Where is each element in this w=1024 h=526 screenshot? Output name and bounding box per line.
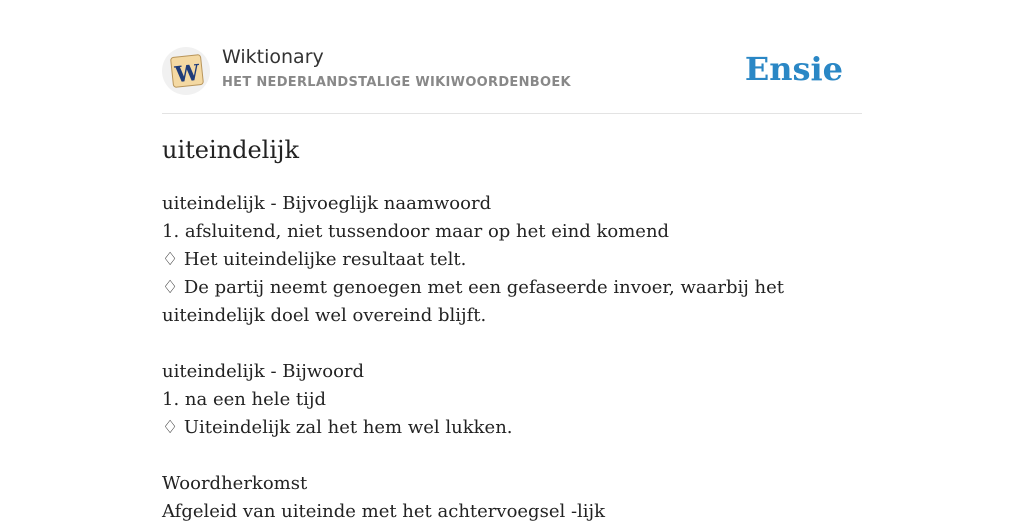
example-line: ♢ Het uiteindelijke resultaat telt. xyxy=(162,249,467,270)
section-heading: uiteindelijk - Bijvoeglijk naamwoord xyxy=(162,193,492,214)
etymology-line: Afgeleid van uiteinde met het achtervoegsel -lijk xyxy=(162,501,606,522)
section-heading: Woordherkomst xyxy=(162,473,308,494)
site-header xyxy=(162,0,862,114)
spacer xyxy=(162,330,862,358)
wiktionary-logo[interactable] xyxy=(162,47,210,95)
site-title[interactable]: Wiktionary xyxy=(222,46,324,68)
definition-line: 1. na een hele tijd xyxy=(162,389,327,410)
definition-content xyxy=(162,190,862,526)
section-heading: uiteindelijk - Bijwoord xyxy=(162,361,365,382)
spacer xyxy=(162,442,862,470)
example-line: ♢ De partij neemt genoegen met een gefaseerde invoer, waarbij het uiteindelijk doel wel overeind blijft. xyxy=(162,277,785,326)
definition-line: 1. afsluitend, niet tussendoor maar op het eind komend xyxy=(162,221,670,242)
example-line: ♢ Uiteindelijk zal het hem wel lukken. xyxy=(162,417,513,438)
page xyxy=(162,0,862,522)
page-title: uiteindelijk xyxy=(162,136,300,164)
wiktionary-tile-icon xyxy=(162,47,210,95)
ensie-brand-link[interactable]: Ensie xyxy=(744,50,843,88)
logo-letter: W xyxy=(173,59,201,89)
site-subtitle: HET NEDERLANDSTALIGE WIKIWOORDENBOEK xyxy=(222,75,571,90)
